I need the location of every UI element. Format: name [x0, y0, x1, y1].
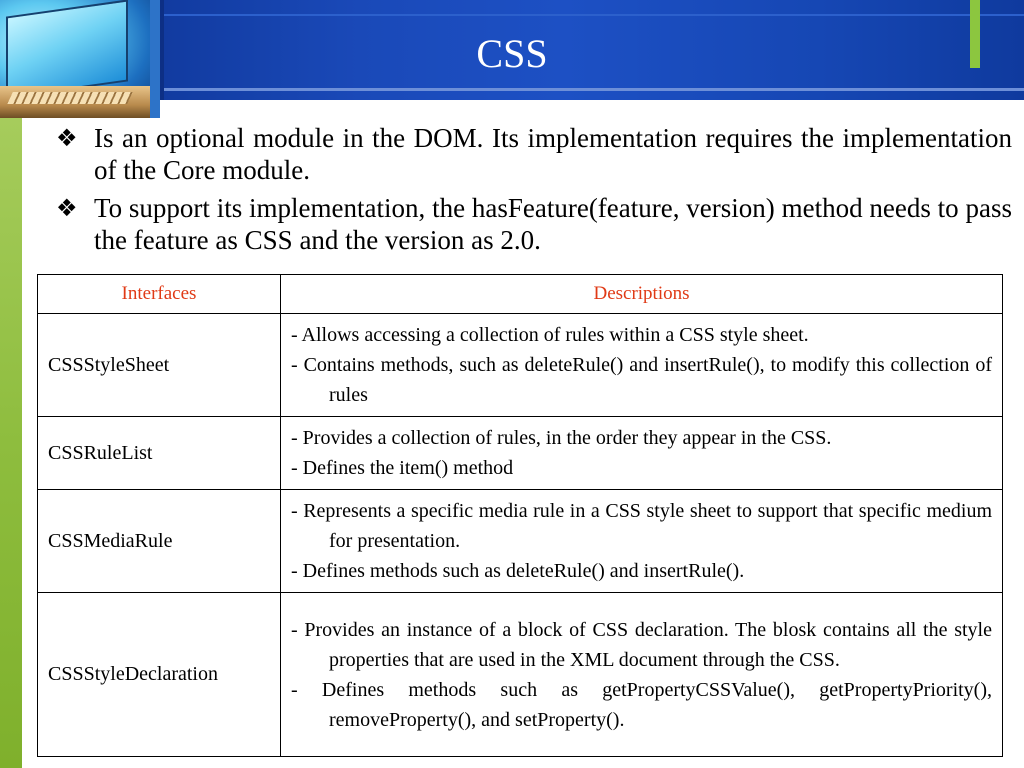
bullet-text: To support its implementation, the hasFeature(feature, version) method needs to pass the feature as CSS and the version as 2.0. — [94, 193, 1012, 255]
interface-name: CSSStyleDeclaration — [38, 593, 281, 757]
interface-description — [281, 490, 1003, 593]
interface-description — [281, 314, 1003, 417]
table-row — [38, 593, 1003, 757]
description-line: - Defines the item() method — [291, 457, 514, 479]
bullet-item — [56, 122, 1012, 186]
interfaces-table — [37, 274, 1003, 757]
slide-title: CSS — [476, 31, 548, 76]
interface-name: CSSStyleSheet — [38, 314, 281, 417]
table-header-row — [38, 275, 1003, 314]
description-line: - Provides a collection of rules, in the order they appear in the CSS. — [291, 427, 832, 449]
description-line: - Allows accessing a collection of rules within a CSS style sheet. — [291, 324, 809, 346]
table-row — [38, 314, 1003, 417]
bullet-item — [56, 192, 1012, 256]
interface-name: CSSRuleList — [38, 417, 281, 490]
interface-description — [281, 593, 1003, 757]
interface-description — [281, 417, 1003, 490]
description-line: - Defines methods such as getPropertyCSSValue(), getPropertyPriority(), removeProperty(), and setProperty(). — [291, 678, 992, 731]
keyboard — [7, 92, 133, 104]
column-header-descriptions: Descriptions — [281, 275, 1003, 314]
bullet-text: Is an optional module in the DOM. Its implementation requires the implementation of the Core module. — [94, 123, 1012, 185]
banner-bottom-line — [160, 88, 1024, 91]
description-line: - Contains methods, such as deleteRule() and insertRule(), to modify this collection of rules — [291, 354, 992, 406]
banner-top-line — [160, 14, 1024, 16]
diamond-bullet-icon: ❖ — [56, 194, 78, 222]
bullet-list — [56, 122, 1012, 262]
description-line: - Provides an instance of a block of CSS declaration. The blosk contains all the style properties that are used in the XML document through the CSS. — [291, 618, 992, 671]
interface-name: CSSMediaRule — [38, 490, 281, 593]
column-header-interfaces: Interfaces — [38, 275, 281, 314]
description-line: - Represents a specific media rule in a CSS style sheet to support that specific medium for presentation. — [291, 500, 992, 552]
table-row — [38, 490, 1003, 593]
left-green-stripe — [0, 118, 22, 768]
diamond-bullet-icon: ❖ — [56, 124, 78, 152]
description-line: - Defines methods such as deleteRule() and insertRule(). — [291, 560, 745, 582]
table-row — [38, 417, 1003, 490]
